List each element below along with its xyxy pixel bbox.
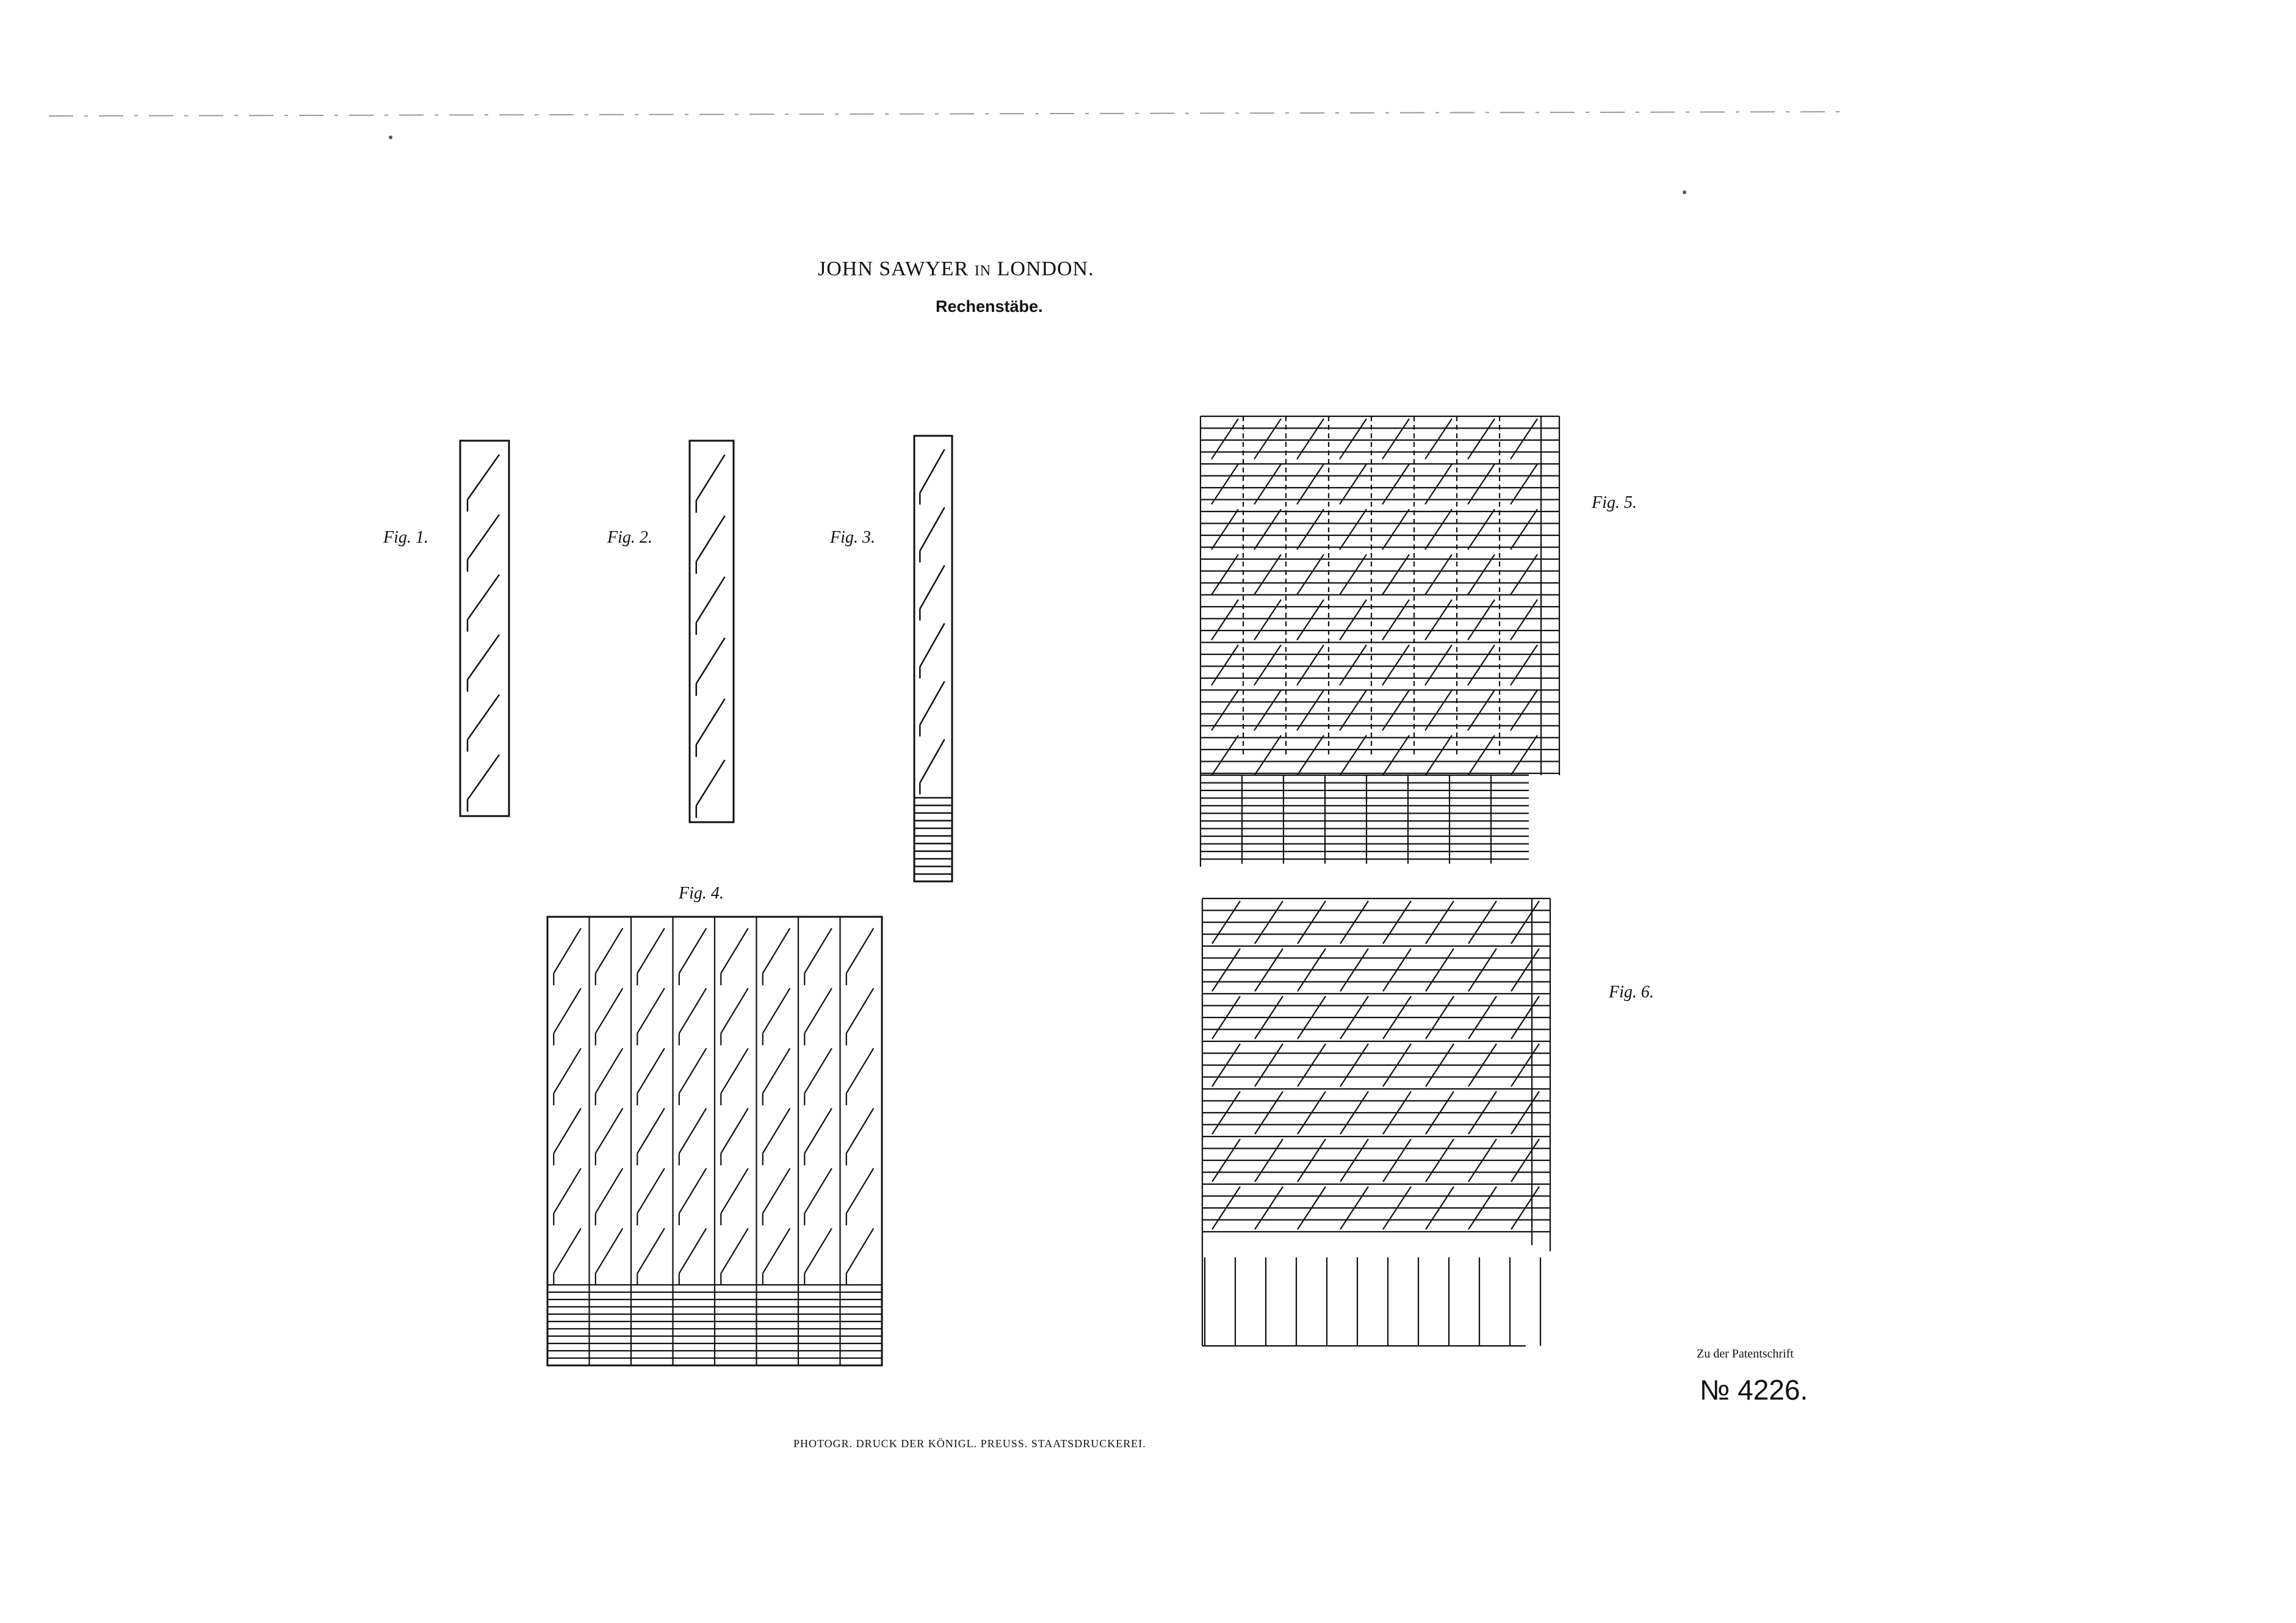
- drawing-stroke: [1468, 599, 1495, 640]
- drawing-stroke: [637, 928, 665, 974]
- drawing-stroke: [1297, 690, 1324, 731]
- drawing-stroke: [847, 1168, 874, 1213]
- drawing-stroke: [1211, 736, 1238, 776]
- drawing-stroke: [763, 1048, 790, 1093]
- fig4-rod-array: [546, 916, 888, 1370]
- drawing-stroke: [1382, 419, 1409, 459]
- drawing-stroke: [1254, 599, 1281, 640]
- drawing-stroke: [554, 1228, 581, 1273]
- fig6-label: Fig. 6.: [1609, 983, 1654, 1002]
- drawing-stroke: [920, 739, 944, 783]
- drawing-stroke: [920, 681, 944, 725]
- fig3-rod: [912, 435, 961, 886]
- drawing-stroke: [468, 754, 499, 800]
- drawing-stroke: [1297, 554, 1324, 595]
- drawing-stroke: [920, 507, 944, 551]
- drawing-stroke: [696, 699, 725, 745]
- drawing-stroke: [1340, 464, 1366, 504]
- drawing-stroke: [1254, 554, 1281, 595]
- drawing-stroke: [721, 1048, 748, 1093]
- drawing-stroke: [721, 928, 748, 974]
- drawing-stroke: [1254, 736, 1281, 776]
- drawing-stroke: [554, 928, 581, 974]
- fig2-rod: [687, 439, 742, 830]
- fig4-label: Fig. 4.: [679, 884, 724, 903]
- printer-credit: PHOTOGR. DRUCK DER KÖNIGL. PREUSS. STAATSDRUCKEREI.: [793, 1437, 1146, 1450]
- drawing-stroke: [763, 928, 790, 974]
- drawing-stroke: [1340, 509, 1366, 549]
- drawing-stroke: [1468, 419, 1495, 459]
- drawing-stroke: [847, 988, 874, 1033]
- drawing-stroke: [721, 1168, 748, 1213]
- drawing-stroke: [804, 1228, 832, 1273]
- drawing-stroke: [1382, 736, 1409, 776]
- drawing-stroke: [920, 623, 944, 667]
- drawing-stroke: [847, 928, 874, 974]
- drawing-stroke: [1511, 736, 1537, 776]
- drawing-stroke: [1382, 645, 1409, 685]
- drawing-stroke: [1340, 690, 1366, 731]
- drawing-stroke: [1511, 464, 1537, 504]
- drawing-stroke: [920, 449, 944, 493]
- patent-number: № 4226.: [1700, 1374, 1808, 1406]
- drawing-stroke: [637, 1048, 665, 1093]
- drawing-stroke: [1254, 464, 1281, 504]
- drawing-stroke: [554, 1048, 581, 1093]
- drawing-stroke: [1468, 690, 1495, 731]
- drawing-stroke: [1511, 645, 1537, 685]
- drawing-stroke: [1468, 509, 1495, 549]
- drawing-stroke: [596, 1108, 623, 1154]
- drawing-stroke: [1297, 736, 1324, 776]
- drawing-stroke: [1340, 736, 1366, 776]
- drawing-stroke: [596, 1228, 623, 1273]
- drawing-stroke: [1511, 554, 1537, 595]
- drawing-stroke: [1425, 464, 1452, 504]
- drawing-stroke: [847, 1108, 874, 1154]
- drawing-stroke: [1511, 419, 1537, 459]
- drawing-stroke: [554, 988, 581, 1033]
- drawing-stroke: [679, 1168, 707, 1213]
- drawing-stroke: [468, 515, 499, 560]
- drawing-stroke: [1211, 599, 1238, 640]
- drawing-stroke: [1425, 599, 1452, 640]
- drawing-stroke: [696, 455, 725, 501]
- drawing-stroke: [763, 1168, 790, 1213]
- drawing-stroke: [696, 516, 725, 562]
- drawing-stroke: [763, 988, 790, 1033]
- drawing-stroke: [1468, 554, 1495, 595]
- drawing-stroke: [1297, 645, 1324, 685]
- fig6-board: [1178, 891, 1569, 1361]
- inventor-heading: [818, 258, 1094, 281]
- patent-subject: Rechenstäbe.: [936, 297, 1043, 316]
- drawing-stroke: [1511, 599, 1537, 640]
- drawing-stroke: [1468, 736, 1495, 776]
- drawing-stroke: [847, 1228, 874, 1273]
- drawing-stroke: [721, 1228, 748, 1273]
- drawing-stroke: [1211, 509, 1238, 549]
- inventor-name: JOHN SAWYER: [818, 258, 969, 280]
- drawing-stroke: [696, 760, 725, 806]
- drawing-stroke: [1468, 464, 1495, 504]
- drawing-stroke: [1382, 599, 1409, 640]
- fig1-rod: [458, 439, 513, 821]
- drawing-stroke: [1254, 690, 1281, 731]
- drawing-stroke: [721, 1108, 748, 1154]
- drawing-stroke: [468, 574, 499, 620]
- drawing-stroke: [1340, 599, 1366, 640]
- drawing-stroke: [1297, 419, 1324, 459]
- drawing-stroke: [1297, 464, 1324, 504]
- drawing-stroke: [1340, 645, 1366, 685]
- drawing-stroke: [468, 455, 499, 500]
- drawing-stroke: [763, 1108, 790, 1154]
- drawing-stroke: [596, 988, 623, 1033]
- fig5-label: Fig. 5.: [1592, 493, 1637, 512]
- drawing-stroke: [696, 638, 725, 684]
- drawing-stroke: [1297, 509, 1324, 549]
- drawing-stroke: [1425, 690, 1452, 731]
- drawing-stroke: [804, 1048, 832, 1093]
- drawing-stroke: [1211, 419, 1238, 459]
- drawing-stroke: [679, 1048, 707, 1093]
- drawing-stroke: [804, 1168, 832, 1213]
- drawing-stroke: [679, 928, 707, 974]
- drawing-stroke: [1211, 554, 1238, 595]
- drawing-stroke: [679, 1108, 707, 1154]
- drawing-stroke: [637, 1108, 665, 1154]
- fig5-board: [1199, 415, 1565, 867]
- drawing-stroke: [804, 1108, 832, 1154]
- drawing-stroke: [637, 1228, 665, 1273]
- drawing-stroke: [1382, 464, 1409, 504]
- drawing-stroke: [1340, 419, 1366, 459]
- drawing-stroke: [468, 695, 499, 740]
- drawing-stroke: [554, 1108, 581, 1154]
- drawing-stroke: [1425, 645, 1452, 685]
- drawing-stroke: [1340, 554, 1366, 595]
- drawing-stroke: [1211, 645, 1238, 685]
- drawing-stroke: [696, 577, 725, 623]
- drawing-stroke: [804, 928, 832, 974]
- drawing-stroke: [1211, 464, 1238, 504]
- drawing-stroke: [637, 1168, 665, 1213]
- fig2-label: Fig. 2.: [607, 528, 652, 547]
- inventor-city: LONDON.: [997, 258, 1094, 280]
- drawing-stroke: [1297, 599, 1324, 640]
- drawing-stroke: [1254, 509, 1281, 549]
- drawing-stroke: [554, 1168, 581, 1213]
- drawing-stroke: [763, 1228, 790, 1273]
- drawing-stroke: [1511, 690, 1537, 731]
- drawing-stroke: [637, 988, 665, 1033]
- drawing-stroke: [596, 1168, 623, 1213]
- drawing-stroke: [1425, 736, 1452, 776]
- inventor-connector: IN: [974, 263, 992, 279]
- drawing-stroke: [468, 635, 499, 680]
- drawing-stroke: [679, 1228, 707, 1273]
- drawing-stroke: [1425, 509, 1452, 549]
- drawing-stroke: [804, 988, 832, 1033]
- fig1-label: Fig. 1.: [383, 528, 428, 547]
- drawing-stroke: [1254, 419, 1281, 459]
- drawing-stroke: [721, 988, 748, 1033]
- drawing-stroke: [1511, 509, 1537, 549]
- drawing-stroke: [1382, 509, 1409, 549]
- drawing-stroke: [1382, 690, 1409, 731]
- drawing-stroke: [596, 928, 623, 974]
- drawing-stroke: [847, 1048, 874, 1093]
- drawing-stroke: [596, 1048, 623, 1093]
- drawing-stroke: [1425, 419, 1452, 459]
- drawing-stroke: [1254, 645, 1281, 685]
- drawing-stroke: [1211, 690, 1238, 731]
- drawing-stroke: [1425, 554, 1452, 595]
- drawing-stroke: [920, 565, 944, 609]
- drawing-stroke: [1382, 554, 1409, 595]
- patent-label: Zu der Patentschrift: [1697, 1347, 1794, 1361]
- drawing-stroke: [1468, 645, 1495, 685]
- drawing-stroke: [679, 988, 707, 1033]
- scan-edge-line: [0, 0, 2296, 159]
- fig3-label: Fig. 3.: [830, 528, 875, 547]
